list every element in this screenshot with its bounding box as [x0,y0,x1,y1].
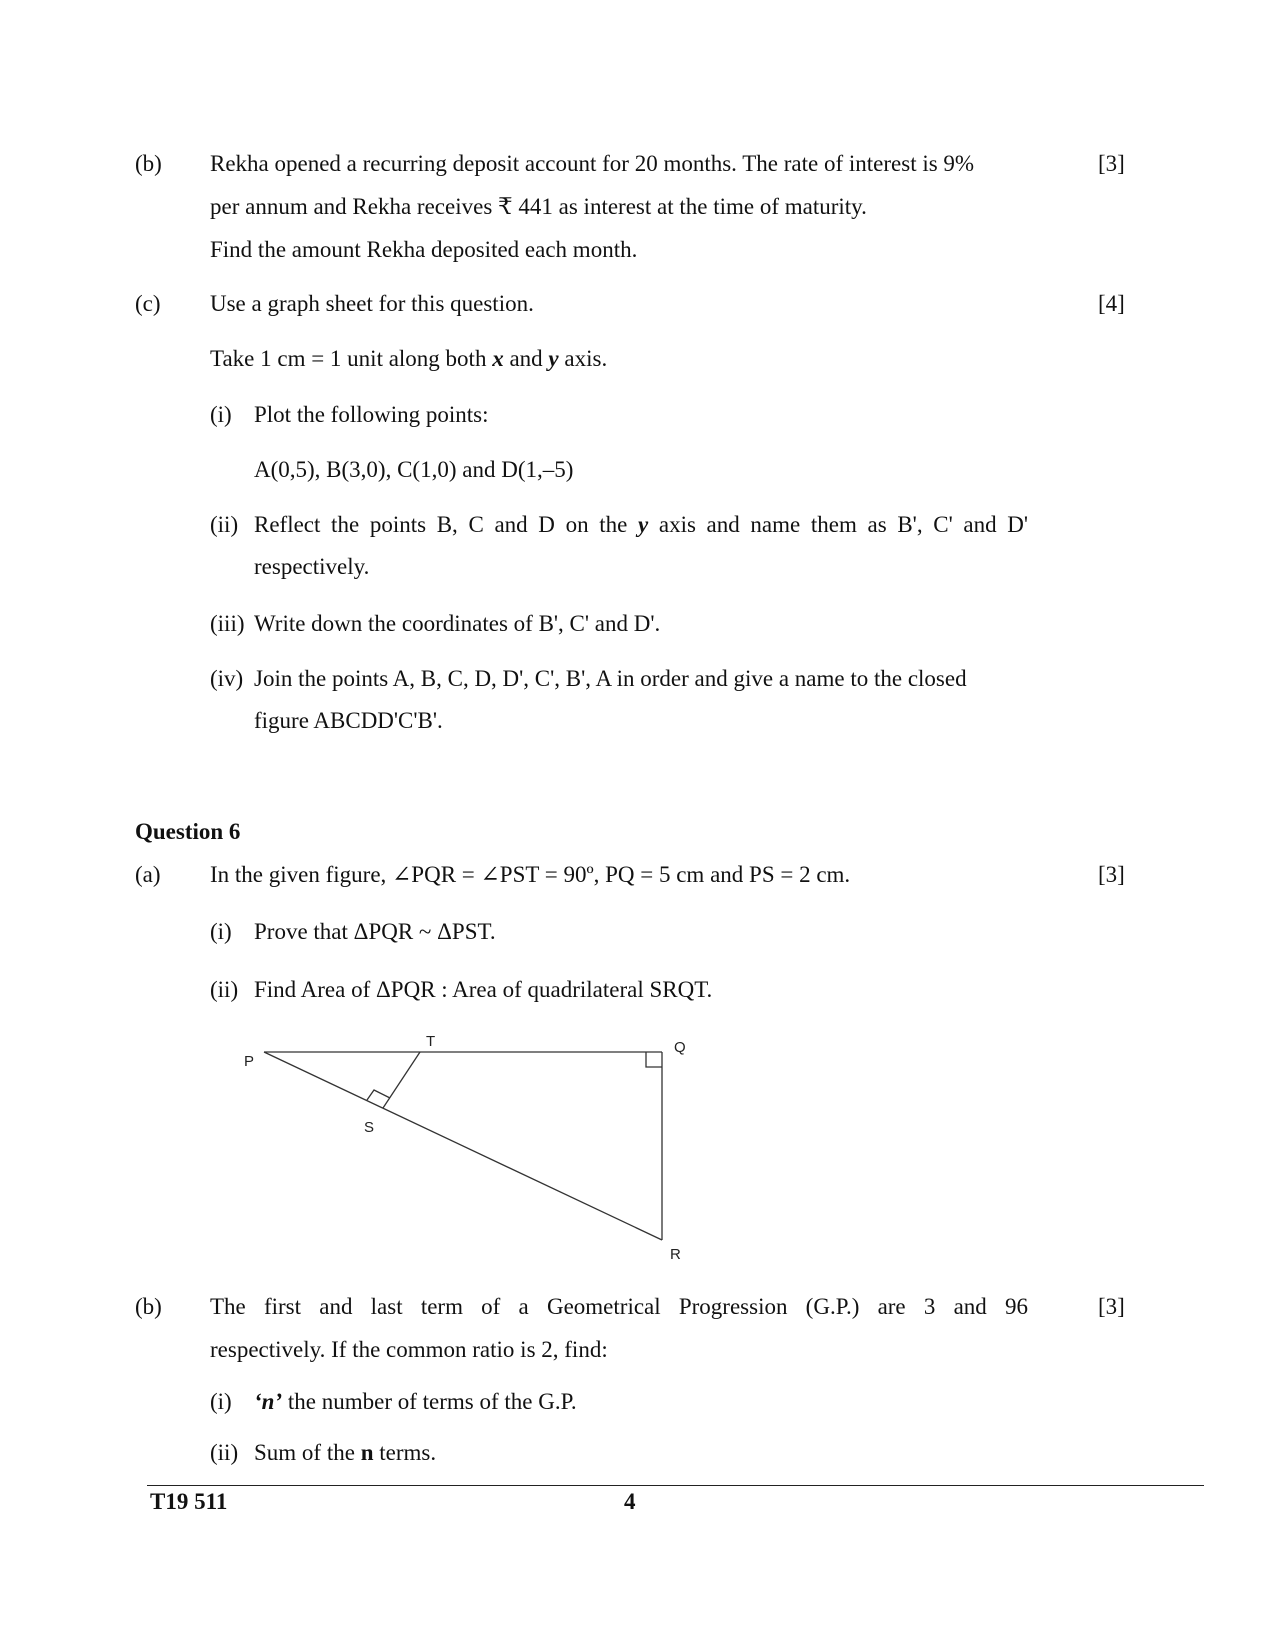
q6a-i-text: Prove that ΔPQR ~ ΔPST. [254,919,496,944]
label-q: Q [674,1039,686,1056]
q5b-line1: Rekha opened a recurring deposit account for 20 months. The rate of interest is 9% [210,151,975,176]
q5c-label: (c) [135,291,161,316]
q6a-marks: [3] [1098,862,1125,887]
q5c-iii-num: (iii) [210,611,245,636]
q6b-line2: respectively. If the common ratio is 2, find: [210,1337,608,1362]
q6b-i-num: (i) [210,1389,232,1414]
q5c-line2: Take 1 cm = 1 unit along both x and y axis. [210,346,608,371]
q5b-line2: per annum and Rekha receives ₹ 441 as interest at the time of maturity. [210,194,867,219]
q5b-marks: [3] [1098,151,1125,176]
q5c-ii-text: Reflect the points B, C and D on the y axis and name them as B', C' and D' [254,512,1028,537]
footer-rule [147,1485,1204,1486]
q6b-label: (b) [135,1294,162,1319]
right-angle-s [367,1090,390,1100]
q5c-ii-num: (ii) [210,512,239,537]
q6b-ii-num: (ii) [210,1440,239,1465]
q6a-i-num: (i) [210,919,232,944]
label-p: P [244,1053,255,1070]
q5c-i-num: (i) [210,402,232,427]
q5c-i-points: A(0,5), B(3,0), C(1,0) and D(1,–5) [254,457,574,482]
label-r: R [670,1246,681,1263]
right-angle-q [646,1052,662,1067]
q6a-ii-text: Find Area of ΔPQR : Area of quadrilateral SRQT. [254,977,713,1002]
q6a-text: In the given figure, ∠PQR = ∠PST = 90º, PQ = 5 cm and PS = 2 cm. [210,862,851,887]
q5c-iv-line2: figure ABCDD'C'B'. [254,708,443,733]
q6b-line1: The first and last term of a Geometrical Progression (G.P.) are 3 and 96 [210,1294,1028,1319]
line-ts [383,1052,420,1108]
triangle-figure [230,1022,690,1267]
q5b-label: (b) [135,151,162,176]
q5c-iv-text: Join the points A, B, C, D, D', C', B', A in order and give a name to the closed [254,666,967,691]
page-number: 4 [624,1489,636,1514]
label-s: S [364,1119,375,1136]
q6a-ii-num: (ii) [210,977,239,1002]
q5c-i-text: Plot the following points: [254,402,489,427]
label-t: T [426,1033,436,1050]
q6b-ii-text: Sum of the n terms. [254,1440,437,1465]
line-pr [264,1052,662,1240]
q5c-marks: [4] [1098,291,1125,316]
footer-code: T19 511 [150,1489,228,1514]
q5c-iv-num: (iv) [210,666,244,691]
q5c-line1: Use a graph sheet for this question. [210,291,534,316]
q6a-label: (a) [135,862,161,887]
q6b-i-text: ‘n’ the number of terms of the G.P. [254,1389,577,1414]
q5c-iii-text: Write down the coordinates of B', C' and D'. [254,611,661,636]
q5c-ii-line2: respectively. [254,554,370,579]
q5b-line3: Find the amount Rekha deposited each month. [210,237,638,262]
q6b-marks: [3] [1098,1294,1125,1319]
q6-heading: Question 6 [135,819,241,844]
